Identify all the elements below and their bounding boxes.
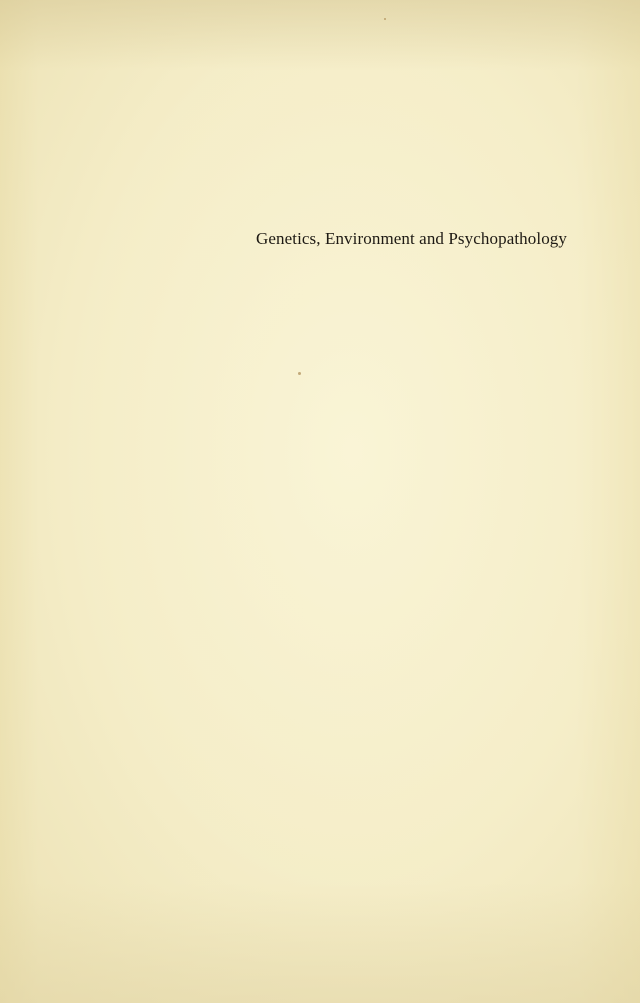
paper-speck bbox=[384, 18, 386, 20]
page-title: Genetics, Environment and Psychopathology bbox=[256, 229, 567, 248]
paper-speck bbox=[298, 372, 301, 375]
page-top-shadow bbox=[0, 0, 640, 70]
page-bottom-shadow bbox=[0, 883, 640, 1003]
